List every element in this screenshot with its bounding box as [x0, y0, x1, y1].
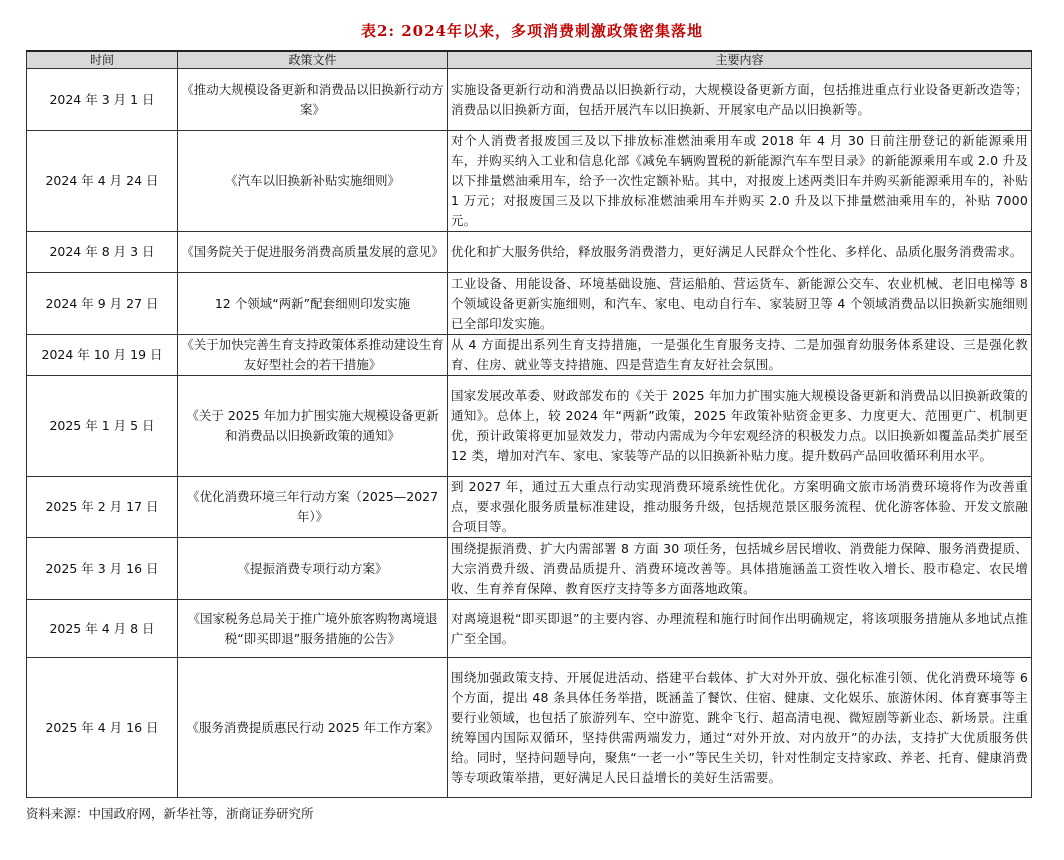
row-document: 12 个领域“两新”配套细则印发实施 [178, 273, 448, 335]
row-document: 《国务院关于促进服务消费高质量发展的意见》 [178, 232, 448, 273]
table-row [27, 477, 1032, 538]
row-document: 《提振消费专项行动方案》 [178, 538, 448, 600]
table-row [27, 273, 1032, 335]
row-document: 《优化消费环境三年行动方案（2025—2027 年）》 [178, 477, 448, 538]
row-date: 2025 年 3 月 16 日 [27, 538, 178, 600]
row-date: 2024 年 8 月 3 日 [27, 232, 178, 273]
table-row [27, 335, 1032, 376]
row-document: 《推动大规模设备更新和消费品以旧换新行动方案》 [178, 69, 448, 131]
row-content: 围绕提振消费、扩大内需部署 8 方面 30 项任务，包括城乡居民增收、消费能力保障、服务消费提质、大宗消费升级、消费品质提升、消费环境改善等。具体措施涵盖工资性收入增长、股市稳定、农民增收、生育养育保障、教育医疗支持等多方面落地政策。 [448, 538, 1032, 600]
table-row [27, 600, 1032, 658]
row-date: 2025 年 2 月 17 日 [27, 477, 178, 538]
row-date: 2024 年 3 月 1 日 [27, 69, 178, 131]
policy-table [26, 50, 1032, 798]
row-date: 2024 年 4 月 24 日 [27, 131, 178, 232]
row-document: 《汽车以旧换新补贴实施细则》 [178, 131, 448, 232]
row-content: 优化和扩大服务供给，释放服务消费潜力，更好满足人民群众个性化、多样化、品质化服务消费需求。 [448, 232, 1032, 273]
row-date: 2025 年 4 月 8 日 [27, 600, 178, 658]
row-date: 2024 年 10 月 19 日 [27, 335, 178, 376]
table-row [27, 658, 1032, 798]
table-row [27, 376, 1032, 477]
table-row [27, 131, 1032, 232]
row-content: 围绕加强政策支持、开展促进活动、搭建平台载体、扩大对外开放、强化标准引领、优化消费环境等 6 个方面，提出 48 条具体任务举措，既涵盖了餐饮、住宿、健康、文化娱乐、旅游休闲、体育赛事等主要行业领域，也包括了旅游列车、空中游览、跳伞飞行、超高清电视、微短剧等新业态、新场景。注重统筹国内国际双循环，坚持供需两端发力，通过“对外开放、对内放开”的办法，支持扩大优质服务供给。同时，坚持问题导向，聚焦“一老一小”等民生关切，针对性制定支持家政、养老、托育、健康消费等专项政策举措，更好满足人民日益增长的美好生活需要。 [448, 658, 1032, 798]
row-date: 2024 年 9 月 27 日 [27, 273, 178, 335]
table-title: 表2: 2024年以来，多项消费刺激政策密集落地 [361, 22, 703, 40]
row-content: 从 4 方面提出系列生育支持措施，一是强化生育服务支持、二是加强育幼服务体系建设、三是强化教育、住房、就业等支持措施、四是营造生育友好社会氛围。 [448, 335, 1032, 376]
header-content: 主要内容 [448, 51, 1032, 69]
header-document: 政策文件 [178, 51, 448, 69]
table-header-row [27, 51, 1032, 69]
row-document: 《关于加快完善生育支持政策体系推动建设生育友好型社会的若干措施》 [178, 335, 448, 376]
table-row [27, 232, 1032, 273]
table-row [27, 538, 1032, 600]
row-date: 2025 年 1 月 5 日 [27, 376, 178, 477]
row-content: 国家发展改革委、财政部发布的《关于 2025 年加力扩围实施大规模设备更新和消费品以旧换新政策的通知》。总体上，较 2024 年“两新”政策，2025 年政策补贴资金更多、力度更大、范围更广、机制更优，预计政策将更加显效发力，带动内需成为今年宏观经济的积极发力点。以旧换新如覆盖品类扩展至 12 类，增加对汽车、家电、家装等产品的以旧换新补贴力度。提升数码产品回收循环利用水平。 [448, 376, 1032, 477]
row-content: 工业设备、用能设备、环境基础设施、营运船舶、营运货车、新能源公交车、农业机械、老旧电梯等 8 个领域设备更新实施细则，和汽车、家电、电动自行车、家装厨卫等 4 个领域消费品以旧换新实施细则已全部印发实施。 [448, 273, 1032, 335]
row-content: 到 2027 年，通过五大重点行动实现消费环境系统性优化。方案明确文旅市场消费环境将作为改善重点，要求强化服务质量标准建设，推动服务升级，包括规范景区服务流程、优化游客体验、开发文旅融合项目等。 [448, 477, 1032, 538]
row-date: 2025 年 4 月 16 日 [27, 658, 178, 798]
source-note: 资料来源：中国政府网，新华社等，浙商证券研究所 [26, 806, 314, 821]
row-content: 实施设备更新行动和消费品以旧换新行动，大规模设备更新方面，包括推进重点行业设备更新改造等；消费品以旧换新方面，包括开展汽车以旧换新、开展家电产品以旧换新等。 [448, 69, 1032, 131]
header-time: 时间 [27, 51, 178, 69]
row-content: 对个人消费者报废国三及以下排放标准燃油乘用车或 2018 年 4 月 30 日前注册登记的新能源乘用车，并购买纳入工业和信息化部《减免车辆购置税的新能源汽车车型目录》的新能源乘用车或 2.0 升及以下排量燃油乘用车，给予一次性定额补贴。其中，对报废上述两类旧车并购买新能源乘用车的，补贴 1 万元；对报废国三及以下排放标准燃油乘用车并购买 2.0 升及以下排量燃油乘用车的，补贴 7000 元。 [448, 131, 1032, 232]
table-row [27, 69, 1032, 131]
row-document: 《服务消费提质惠民行动 2025 年工作方案》 [178, 658, 448, 798]
row-content: 对离境退税“即买即退”的主要内容、办理流程和施行时间作出明确规定，将该项服务措施从多地试点推广至全国。 [448, 600, 1032, 658]
row-document: 《国家税务总局关于推广境外旅客购物离境退税“即买即退”服务措施的公告》 [178, 600, 448, 658]
row-document: 《关于 2025 年加力扩围实施大规模设备更新和消费品以旧换新政策的通知》 [178, 376, 448, 477]
